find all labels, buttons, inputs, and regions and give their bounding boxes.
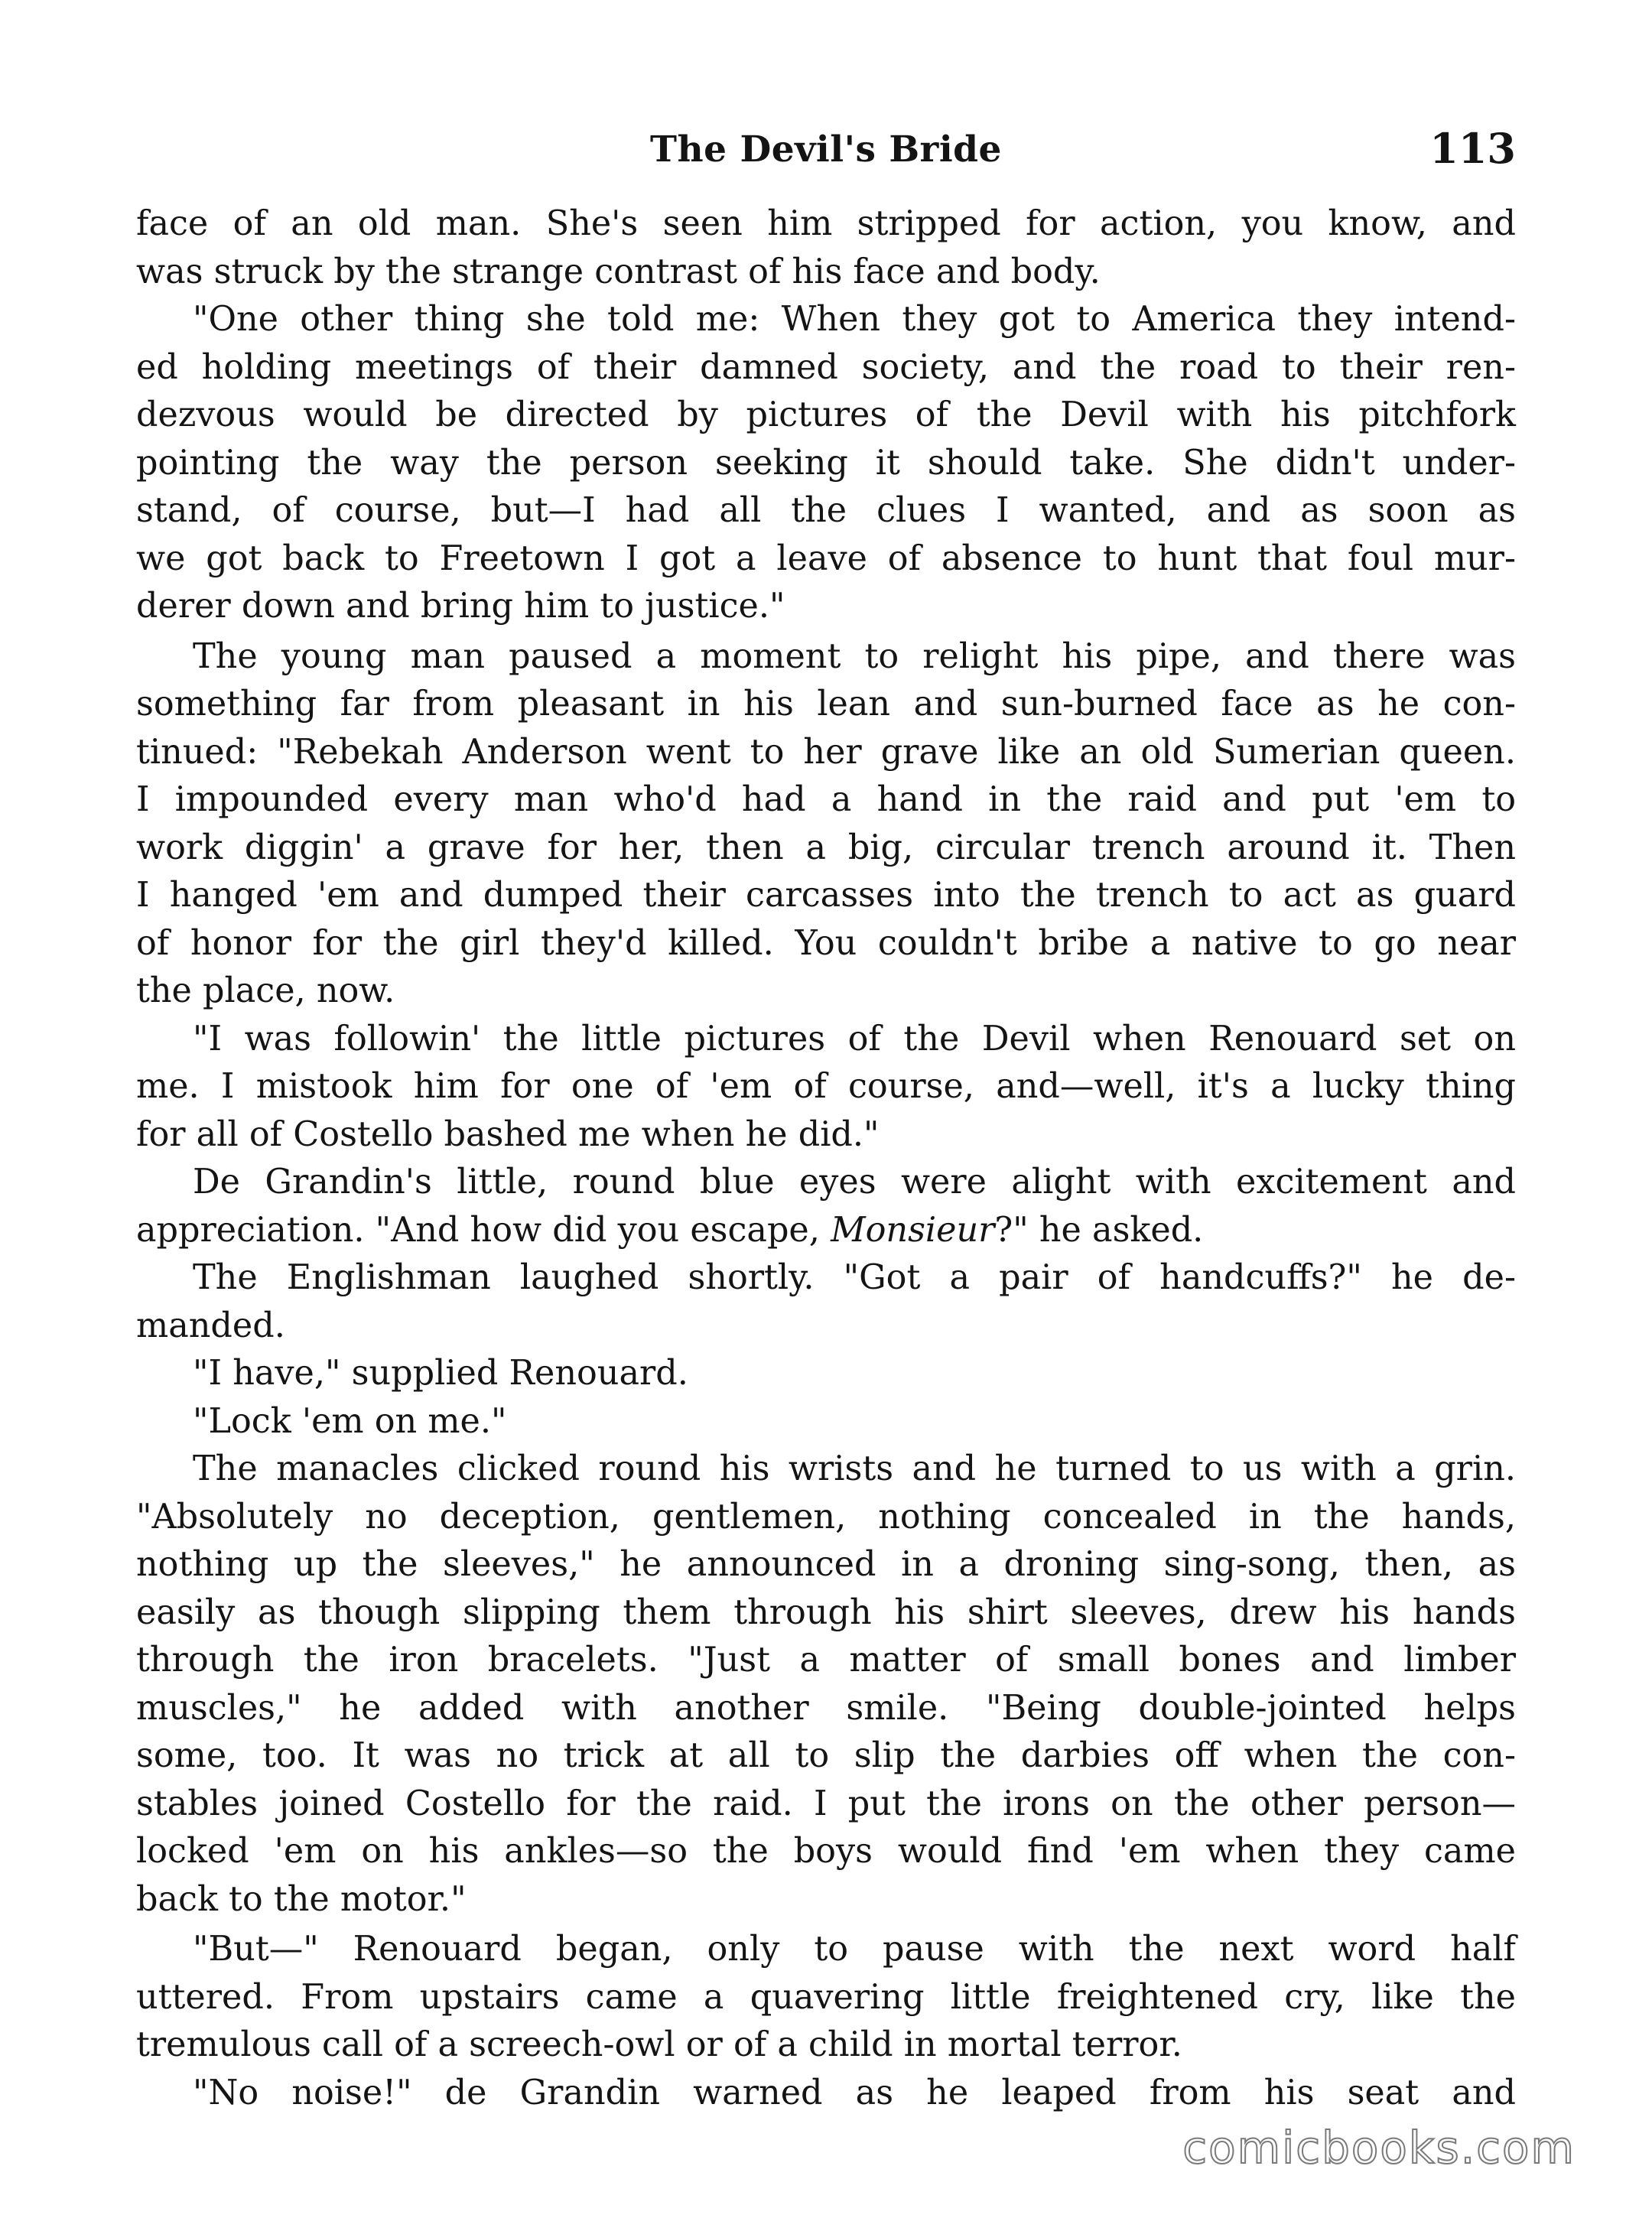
text-line: dezvous would be directed by pictures of the Devil with his pitchfork (136, 395, 1516, 434)
text-line: was struck by the strange contrast of his face and body. (136, 252, 1101, 291)
text-line: manded. (136, 1306, 285, 1345)
text-line: muscles," he added with another smile. "Being double-jointed helps (136, 1688, 1516, 1728)
text-line: work diggin' a grave for her, then a big, circular trench around it. Then (136, 828, 1516, 867)
text-line: ed holding meetings of their damned society, and the road to their ren- (136, 347, 1516, 387)
text-line: The manacles clicked round his wrists and he turned to us with a grin. (193, 1449, 1516, 1488)
running-title: The Devil's Bride (650, 128, 1002, 171)
text-line: pointing the way the person seeking it should take. She didn't under- (136, 443, 1516, 483)
text-line: I hanged 'em and dumped their carcasses into the trench to act as guard (136, 876, 1516, 915)
text-line: locked 'em on his ankles—so the boys would find 'em when they came (136, 1832, 1516, 1871)
text-line: De Grandin's little, round blue eyes were alight with excitement and (193, 1163, 1516, 1202)
body-text (136, 200, 1516, 2117)
watermark: comicbooks.com (1182, 2122, 1576, 2174)
text-line: "I have," supplied Renouard. (193, 1354, 688, 1393)
text-line: for all of Costello bashed me when he did." (136, 1114, 880, 1154)
text-line: tremulous call of a screech-owl or of a child in mortal terror. (136, 2025, 1182, 2064)
text-line: back to the motor." (136, 1879, 467, 1919)
text-line: stand, of course, but—I had all the clues I wanted, and as soon as (136, 491, 1516, 530)
text-line: "But—" Renouard began, only to pause with the next word half (193, 1930, 1516, 1969)
line-text-end: ?" he asked. (994, 1210, 1204, 1250)
text-line: through the iron bracelets. "Just a matter of small bones and limber (136, 1641, 1516, 1680)
text-line: the place, now. (136, 971, 395, 1010)
text-line: nothing up the sleeves," he announced in a droning sing-song, then, as (136, 1545, 1516, 1584)
text-line: "No noise!" de Grandin warned as he leaped from his seat and (193, 2073, 1516, 2112)
text-line: tinued: "Rebekah Anderson went to her grave like an old Sumerian queen. (136, 732, 1516, 772)
italic-word: Monsieur (831, 1210, 995, 1250)
text-line: uttered. From upstairs came a quavering little freightened cry, like the (136, 1977, 1516, 2017)
text-line: stables joined Costello for the raid. I put the irons on the other person— (136, 1784, 1516, 1823)
text-line: easily as though slipping them through his shirt sleeves, drew his hands (136, 1592, 1516, 1632)
page-number: 113 (1429, 124, 1516, 173)
line-text-start: appreciation. "And how did you escape, (136, 1210, 831, 1250)
text-line: I impounded every man who'd had a hand in the raid and put 'em to (136, 780, 1516, 819)
text-line: derer down and bring him to justice." (136, 587, 785, 626)
text-line: "Lock 'em on me." (193, 1401, 507, 1441)
text-line: some, too. It was no trick at all to slip the darbies off when the con- (136, 1736, 1516, 1775)
text-line: me. I mistook him for one of 'em of course, and—well, it's a lucky thing (136, 1067, 1516, 1106)
text-line: "One other thing she told me: When they got to America they intend- (193, 300, 1516, 339)
text-line: of honor for the girl they'd killed. You couldn't bribe a native to go near (136, 923, 1516, 963)
running-head (136, 124, 1516, 182)
text-line: we got back to Freetown I got a leave of absence to hunt that foul mur- (136, 538, 1516, 578)
text-line: "I was followin' the little pictures of the Devil when Renouard set on (193, 1019, 1516, 1059)
text-line: "Absolutely no deception, gentlemen, nothing concealed in the hands, (136, 1497, 1516, 1537)
text-line: something far from pleasant in his lean and sun-burned face as he con- (136, 685, 1516, 724)
text-line: The Englishman laughed shortly. "Got a pair of handcuffs?" he de- (193, 1258, 1516, 1297)
text-line: face of an old man. She's seen him stripped for action, you know, and (136, 204, 1516, 243)
text-line: The young man paused a moment to relight his pipe, and there was (193, 636, 1516, 676)
text-line (136, 1207, 1516, 1255)
